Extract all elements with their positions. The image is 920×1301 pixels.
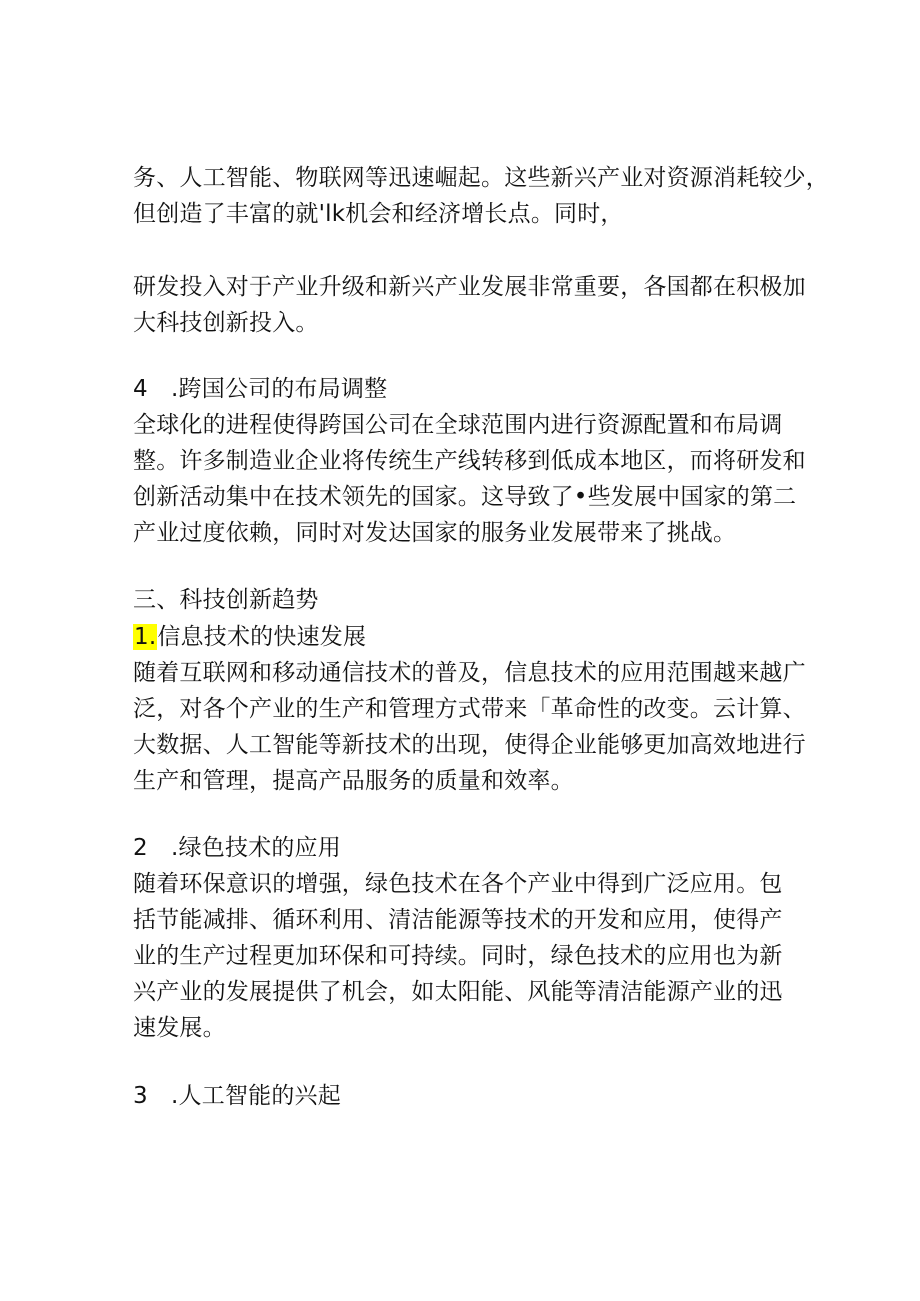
- paragraph-line: 随着互联网和移动通信技术的普及，信息技术的应用范围越来越广: [133, 660, 806, 686]
- paragraph-line: 创新活动集中在技术领先的国家。这导致了•些发展中国家的第二: [133, 484, 797, 510]
- section-heading: 3 .人工智能的兴起: [133, 1083, 341, 1109]
- paragraph-line: 生产和管理，提高产品服务的质量和效率。: [133, 768, 574, 794]
- section-heading: [133, 621, 366, 653]
- paragraph-line: 随着环保意识的增强，绿色技术在各个产业中得到广泛应用。包: [133, 871, 783, 897]
- paragraph-line: 务、人工智能、物联网等迅速崛起。这些新兴产业对资源消耗较少，: [133, 165, 829, 191]
- paragraph-line: 研发投入对于产业升级和新兴产业发展非常重要，各国都在积极加: [133, 274, 806, 300]
- paragraph-line: 泛，对各个产业的生产和管理方式带来「革命性的改变。云计算、: [133, 696, 806, 722]
- paragraph-line: 大科技创新投入。: [133, 310, 319, 336]
- paragraph-line: 兴产业的发展提供了机会，如太阳能、风能等清洁能源产业的迅: [133, 979, 783, 1005]
- paragraph-line: 全球化的进程使得跨国公司在全球范围内进行资源配置和布局调: [133, 412, 783, 438]
- section-heading: 2 .绿色技术的应用: [133, 835, 341, 861]
- paragraph-line: 速发展。: [133, 1015, 226, 1041]
- paragraph-line: 但创造了丰富的就'lk机会和经济增长点。同时，: [133, 201, 624, 227]
- paragraph-line: 整。许多制造业企业将传统生产线转移到低成本地区，而将研发和: [133, 448, 806, 474]
- chapter-heading: 三、科技创新趋势: [133, 587, 319, 613]
- paragraph-line: 大数据、人工智能等新技术的出现，使得企业能够更加高效地进行: [133, 732, 806, 758]
- paragraph-line: 括节能减排、循环利用、清洁能源等技术的开发和应用，使得产: [133, 907, 783, 933]
- paragraph-line: 产业过度依赖，同时对发达国家的服务业发展带来了挑战。: [133, 520, 737, 546]
- highlighted-number: 1.: [134, 624, 157, 650]
- section-heading: 4 .跨国公司的布局调整: [133, 376, 388, 402]
- section-heading-text: 信息技术的快速发展: [157, 624, 367, 650]
- paragraph-line: 业的生产过程更加环保和可持续。同时，绿色技术的应用也为新: [133, 943, 783, 969]
